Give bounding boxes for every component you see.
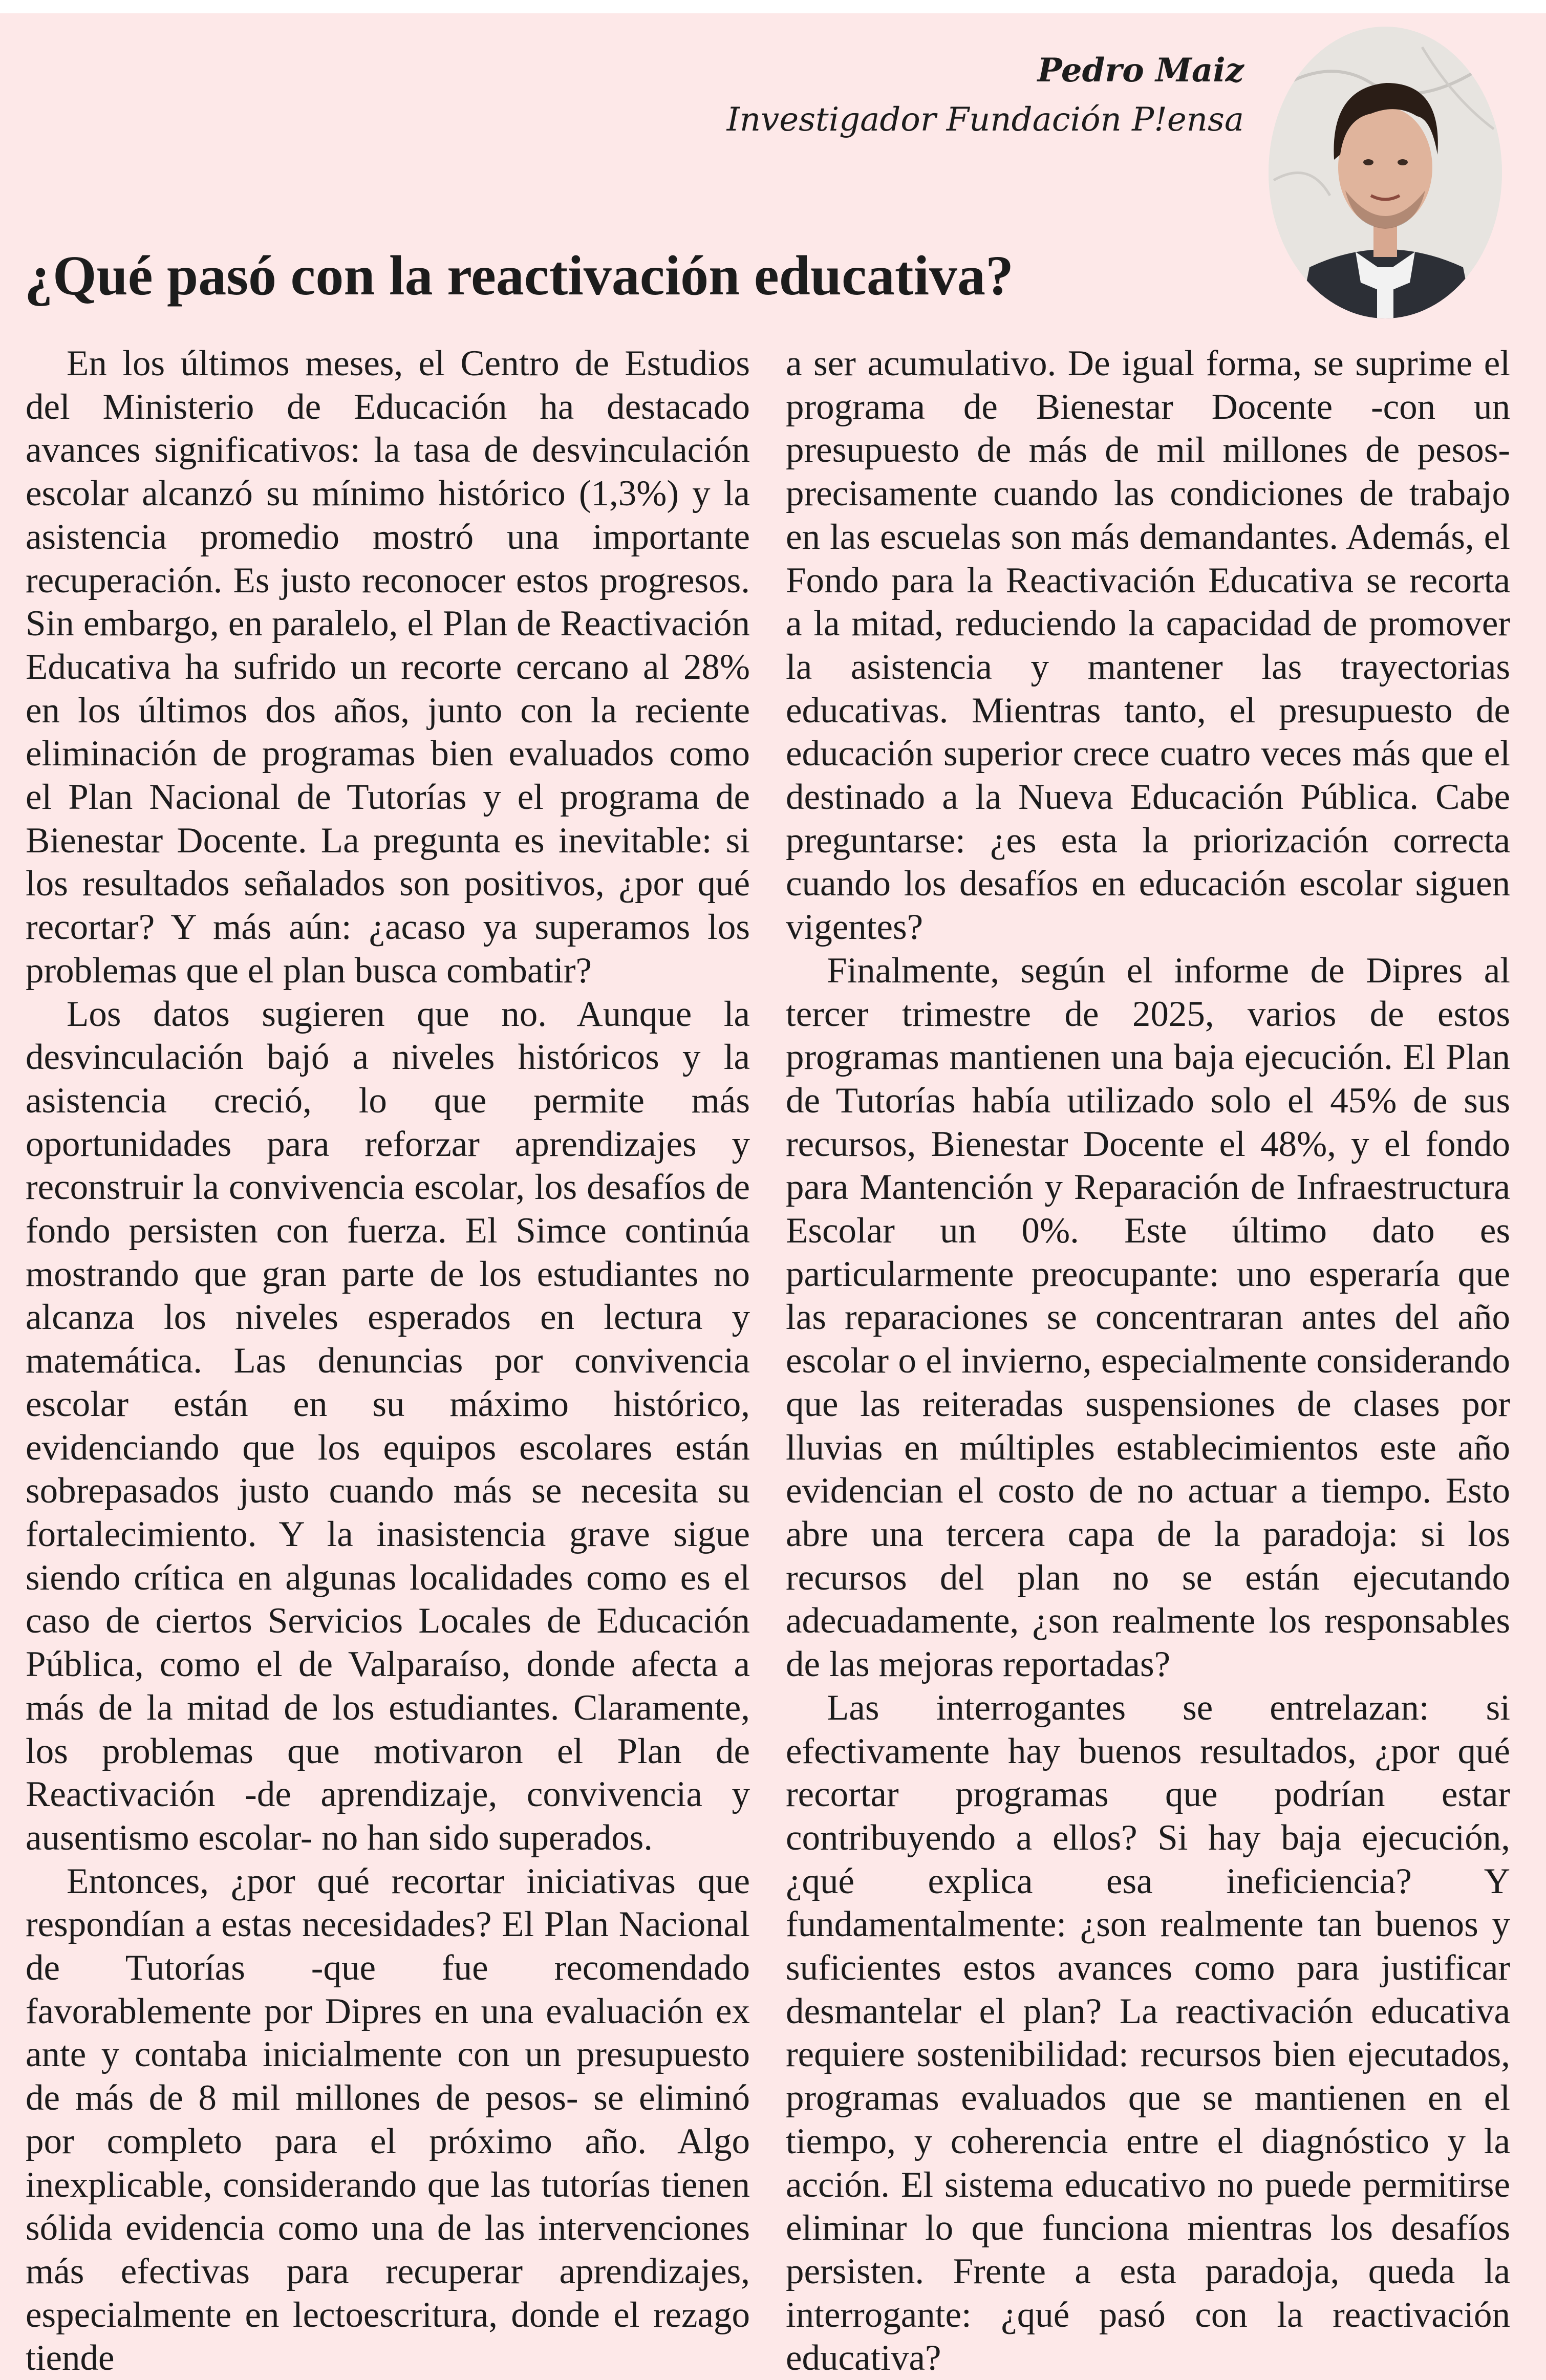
author-photo: [1269, 27, 1502, 318]
author-name: Pedro Maiz: [1037, 51, 1244, 90]
headline: ¿Qué pasó con la reactivación educativa?: [25, 244, 1014, 307]
paragraph: Entonces, ¿por qué recortar iniciativas que respondían a estas necesidades? El Plan Nacional de Tutorías -que fue recomendado favorablemente por Dipres en una evaluación ex ante y contaba inicialmente con un presupuesto de más de 8 mil millones de pesos- se eliminó por completo para el próximo año. Algo inexplicable, considerando que las tutorías tienen sólida evidencia como una de las intervenciones más efectivas para recuperar aprendizajes, especialmente en lectoescritura, donde el rezago tiende: [26, 1861, 750, 2378]
author-role: Investigador Fundación P!ensa: [726, 101, 1244, 139]
paragraph-continued: a ser acumulativo. De igual forma, se suprime el programa de Bienestar Docente -con un presupuesto de más de mil millones de pesos- precisamente cuando las condiciones de trabajo en las escuelas son más demandantes. Además, el Fondo para la Reactivación Educativa se recorta a la mitad, reduciendo la capacidad de promover la asistencia y mantener las trayectorias educativas. Mientras tanto, el presupuesto de educación superior crece cuatro veces más que el destinado a la Nueva Educación Pública. Cabe preguntarse: ¿es esta la priorización correcta cuando los desafíos en educación escolar siguen vigentes?: [786, 344, 1510, 948]
article-body: [26, 342, 1510, 2378]
paragraph: Los datos sugieren que no. Aunque la desvinculación bajó a niveles históricos y la asistencia creció, lo que permite más oportunidades para reforzar aprendizajes y reconstruir la convivencia escolar, los desafíos de fondo persisten con fuerza. El Simce continúa mostrando que gran parte de los estudiantes no alcanza los niveles esperados en lectura y matemática. Las denuncias por convivencia escolar están en su máximo histórico, evidenciando que los equipos escolares están sobrepasados justo cuando más se necesita su fortalecimiento. Y la inasistencia grave sigue siendo crítica en algunas localidades como es el caso de ciertos Servicios Locales de Educación Pública, como el de Valparaíso, donde afecta a más de la mitad de los estudiantes. Claramente, los problemas que motivaron el Plan de Reactivación -de aprendizaje, convivencia y ausentismo escolar- no han sido superados.: [26, 994, 750, 1858]
paragraph: Las interrogantes se entrelazan: si efectivamente hay buenos resultados, ¿por qué recortar programas que podrían estar contribuyendo a ellos? Si hay baja ejecución, ¿qué explica esa ineficiencia? Y fundamentalmente: ¿son realmente tan buenos y suficientes estos avances como para justificar desmantelar el plan? La reactivación educativa requiere sostenibilidad: recursos bien ejecutados, programas evaluados que se mantienen en el tiempo, y coherencia entre el diagnóstico y la acción. El sistema educativo no puede permitirse eliminar lo que funciona mientras los desafíos persisten. Frente a esta paradoja, queda la interrogante: ¿qué pasó con la reactivación educativa?: [786, 1687, 1510, 2378]
top-border: [0, 0, 1546, 13]
paragraph: Finalmente, según el informe de Dipres al tercer trimestre de 2025, varios de estos programas mantienen una baja ejecución. El Plan de Tutorías había utilizado solo el 45% de sus recursos, Bienestar Docente el 48%, y el fondo para Mantención y Reparación de Infraestructura Escolar un 0%. Este último dato es particularmente preocupante: uno esperaría que las reparaciones se concentraran antes del año escolar o el invierno, especialmente considerando que las reiteradas suspensiones de clases por lluvias en múltiples establecimientos este año evidencian el costo de no actuar a tiempo. Esto abre una tercera capa de la paradoja: si los recursos del plan no se están ejecutando adecuadamente, ¿son realmente los responsables de las mejoras reportadas?: [786, 950, 1510, 1685]
author-block: [630, 46, 1244, 144]
column-left: [26, 342, 750, 2378]
paragraph: En los últimos meses, el Centro de Estudios del Ministerio de Educación ha destacado avances significativos: la tasa de desvinculación escolar alcanzó su mínimo histórico (1,3%) y la asistencia promedio mostró una importante recuperación. Es justo reconocer estos progresos. Sin embargo, en paralelo, el Plan de Reactivación Educativa ha sufrido un recorte cercano al 28% en los últimos dos años, junto con la reciente eliminación de programas bien evaluados como el Plan Nacional de Tutorías y el programa de Bienestar Docente. La pregunta es inevitable: si los resultados señalados son positivos, ¿por qué recortar? Y más aún: ¿acaso ya superamos los problemas que el plan busca combatir?: [26, 344, 750, 991]
column-right: [786, 342, 1510, 2378]
